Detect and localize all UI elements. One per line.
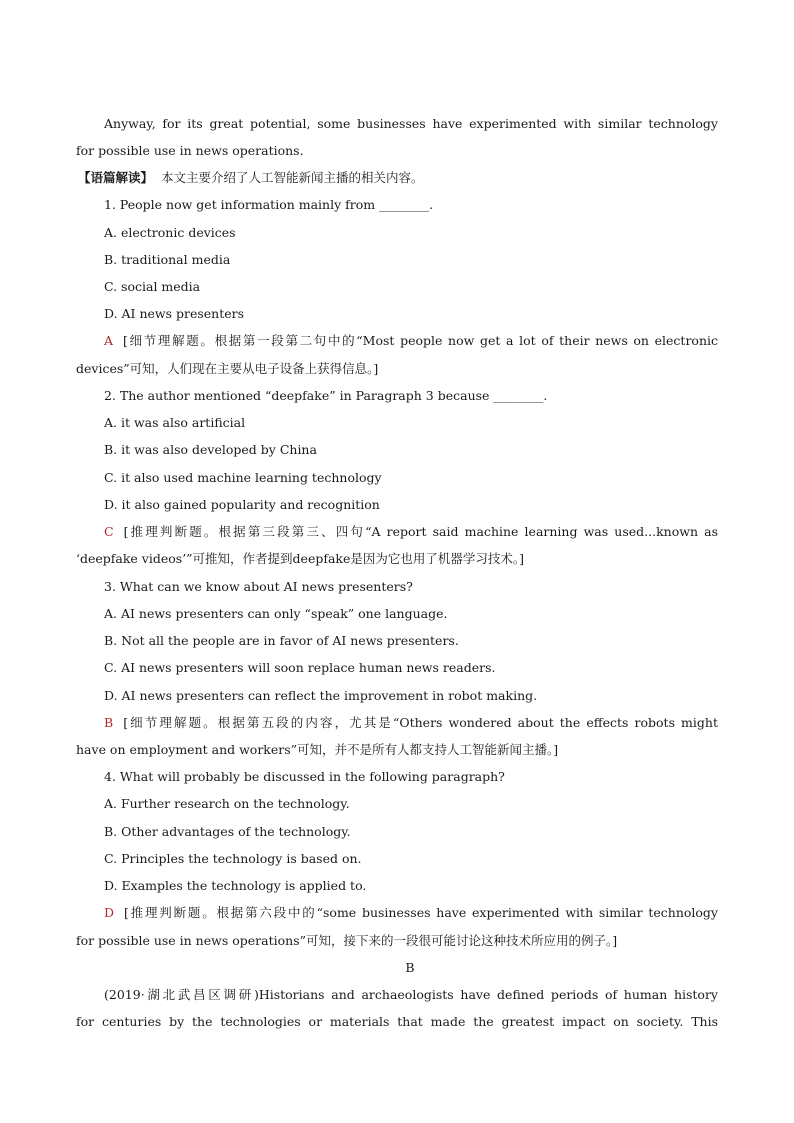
summary <box>78 168 720 188</box>
explanation-line: devices”可知，人们现在主要从电子设备上获得信息。] <box>76 361 379 376</box>
option: A. electronic devices <box>104 225 236 240</box>
option: D. Examples the technology is applied to. <box>104 878 367 893</box>
option: B. traditional media <box>104 252 231 267</box>
explanation-line: for possible use in news operations”可知，接下来的一段很可能讨论这种技术所应用的例子。] <box>76 933 618 948</box>
passage-line: for centuries by the technologies or materials that made the greatest impact on society. This <box>76 1014 718 1029</box>
section-label: B <box>405 960 415 975</box>
option: B. Not all the people are in favor of AI news presenters. <box>104 633 459 648</box>
summary-label: 【语篇解读】 <box>78 170 154 185</box>
explanation-line: ‘deepfake videos’”可推知，作者提到deepfake是因为它也用了机器学习技术。] <box>76 551 525 566</box>
option: A. AI news presenters can only “speak” one language. <box>104 606 448 621</box>
explanation <box>104 522 718 542</box>
option: C. social media <box>104 279 201 294</box>
answer-letter: A <box>104 333 114 348</box>
option: A. it was also artificial <box>104 415 246 430</box>
question-stem: 4. What will probably be discussed in the following paragraph? <box>104 769 505 784</box>
explanation-text: [细节理解题。根据第一段第二句中的“Most people now get a lot of their news on electronic <box>123 333 718 348</box>
option: B. Other advantages of the technology. <box>104 824 351 839</box>
option: C. it also used machine learning technology <box>104 470 382 485</box>
passage-line: for possible use in news operations. <box>76 143 304 158</box>
answer-letter: D <box>104 905 115 920</box>
option: D. AI news presenters can reflect the improvement in robot making. <box>104 688 538 703</box>
explanation-text: [细节理解题。根据第五段的内容，尤其是“Others wondered about the effects robots might <box>123 715 718 730</box>
passage-line: Anyway, for its great potential, some businesses have experimented with similar technology <box>104 116 718 131</box>
passage-line: (2019·湖北武昌区调研)Historians and archaeologists have defined periods of human history <box>104 987 718 1002</box>
explanation-line: have on employment and workers”可知，并不是所有人都支持人工智能新闻主播。] <box>76 742 559 757</box>
answer-letter: B <box>104 715 114 730</box>
option: D. AI news presenters <box>104 306 245 321</box>
question-stem: 2. The author mentioned “deepfake” in Paragraph 3 because ________. <box>104 388 548 403</box>
option: B. it was also developed by China <box>104 442 317 457</box>
explanation-text: [推理判断题。根据第六段中的“some businesses have experimented with similar technology <box>124 905 718 920</box>
question-stem: 1. People now get information mainly from ________. <box>104 197 434 212</box>
answer-letter: C <box>104 524 114 539</box>
explanation <box>104 331 718 351</box>
option: A. Further research on the technology. <box>104 796 350 811</box>
summary-text: 本文主要介绍了人工智能新闻主播的相关内容。 <box>160 170 424 185</box>
explanation <box>104 903 718 923</box>
option: C. AI news presenters will soon replace human news readers. <box>104 660 496 675</box>
question-stem: 3. What can we know about AI news presenters? <box>104 579 413 594</box>
option: D. it also gained popularity and recognition <box>104 497 380 512</box>
option: C. Principles the technology is based on. <box>104 851 362 866</box>
explanation <box>104 713 718 733</box>
explanation-text: [推理判断题。根据第三段第三、四句“A report said machine learning was used...known as <box>123 524 718 539</box>
